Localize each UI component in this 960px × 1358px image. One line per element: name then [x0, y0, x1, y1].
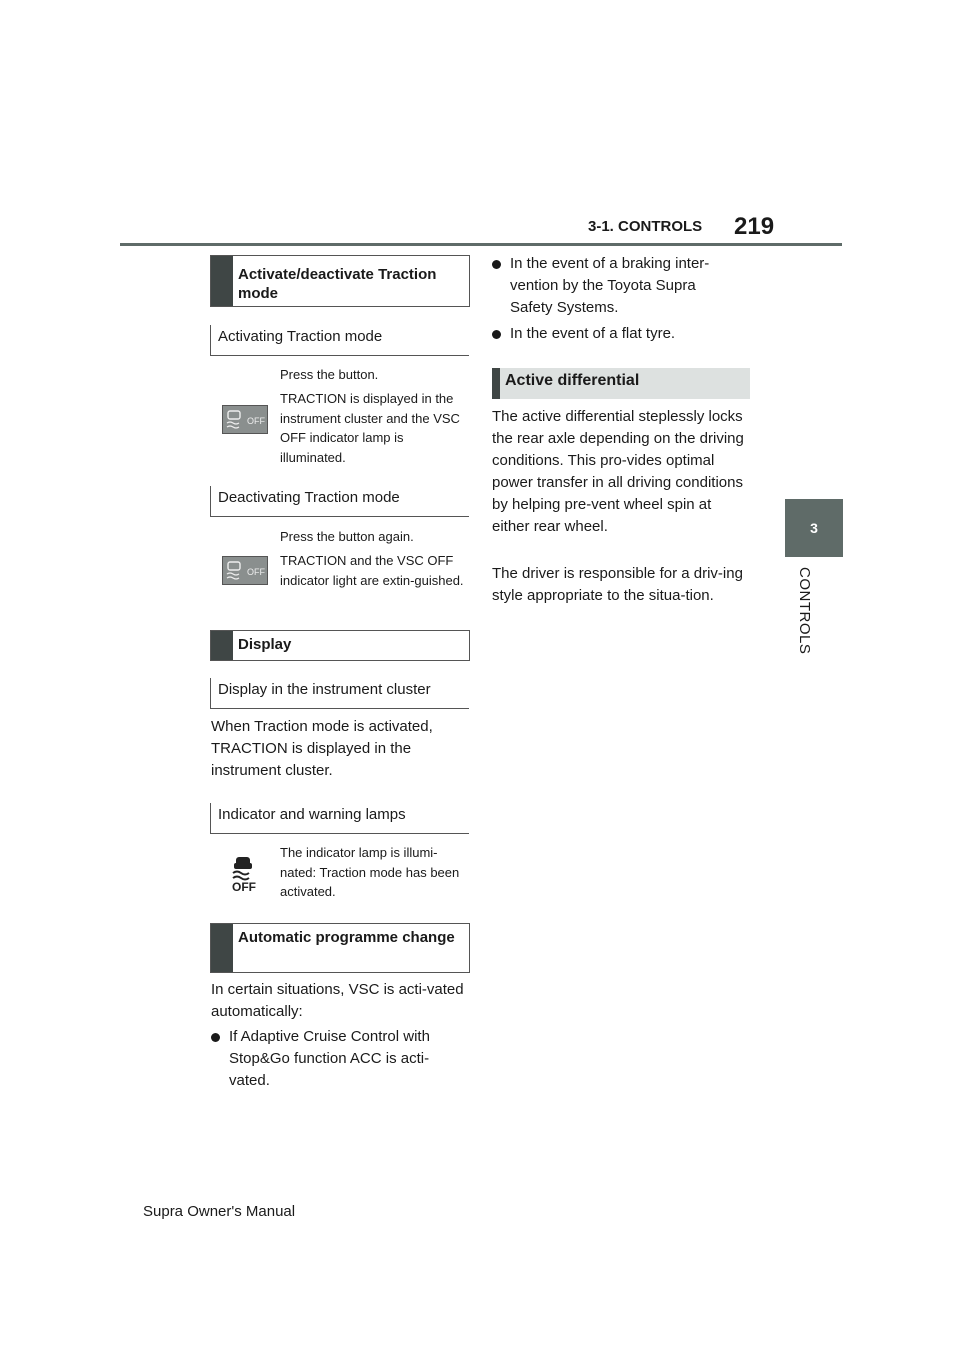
activating-step-1: Press the button.	[280, 367, 379, 382]
heading-activate-deactivate	[210, 255, 470, 307]
section-title: 3-1. CONTROLS	[588, 218, 703, 235]
deactivating-step-2: TRACTION and the VSC OFF indicator light are extin-guished.	[280, 553, 464, 588]
bullet-text: In the event of a flat tyre.	[510, 325, 676, 342]
traction-button-icon	[222, 405, 268, 434]
subheading-text: Display in the instrument cluster	[218, 681, 431, 698]
deactivating-step-1: Press the button again.	[280, 529, 414, 544]
subheading-text: Activating Traction mode	[218, 328, 383, 345]
indicator-text: The indicator lamp is illumi-nated: Traction mode has been activated.	[280, 845, 460, 899]
activating-step-2: TRACTION is displayed in the instrument cluster and the VSC OFF indicator lamp is illuminated.	[280, 391, 460, 465]
bullet-dot	[211, 1033, 220, 1042]
heading-active-differential	[492, 368, 750, 399]
bullet-text: In the event of a braking inter-vention by the Toyota Supra Safety Systems.	[510, 255, 710, 316]
driver-paragraph: The driver is responsible for a driv-ing style appropriate to the situa-tion.	[492, 565, 743, 604]
heading-bar	[211, 256, 233, 306]
bullet-text: If Adaptive Cruise Control with Stop&Go function ACC is acti-vated.	[229, 1028, 430, 1089]
subheading-display-cluster	[210, 678, 469, 709]
bullet-dot	[492, 330, 501, 339]
auto-paragraph: In certain situations, VSC is acti-vated automatically:	[211, 981, 464, 1020]
button-off-label: OFF	[247, 567, 265, 577]
heading-text: Display	[238, 636, 292, 653]
heading-automatic-programme	[210, 923, 470, 973]
page-number: 219	[734, 213, 775, 240]
header-rule	[120, 243, 842, 246]
chapter-tab: 3	[785, 499, 843, 557]
subheading-indicator	[210, 803, 469, 834]
footer-manual-title: Supra Owner's Manual	[143, 1203, 296, 1220]
subheading-text: Deactivating Traction mode	[218, 489, 400, 506]
heading-display	[210, 630, 470, 661]
button-off-label: OFF	[247, 416, 265, 426]
differential-paragraph: The active differential steplessly locks the rear axle depending on the driving conditions. This pro-vides optimal power transfer in all driving conditions by helping pre-vent wheel spin at either rear wheel.	[492, 408, 744, 535]
traction-button-icon	[222, 556, 268, 585]
heading-bar	[211, 924, 233, 972]
bullet-dot	[492, 260, 501, 269]
display-paragraph: When Traction mode is activated, TRACTION is displayed in the instrument cluster.	[211, 718, 433, 779]
subheading-activating	[210, 325, 469, 356]
heading-text: Automatic programme change	[238, 929, 455, 946]
heading-text: Active differential	[505, 372, 640, 389]
heading-text: Activate/deactivate Traction mode	[238, 266, 437, 302]
lamp-off-label: OFF	[232, 880, 256, 893]
heading-bar	[211, 631, 233, 660]
chapter-label: CONTROLS	[796, 567, 813, 655]
traction-indicator-lamp-icon	[229, 855, 259, 893]
subheading-deactivating	[210, 486, 469, 517]
heading-bar	[492, 368, 500, 399]
subheading-text: Indicator and warning lamps	[218, 806, 406, 823]
